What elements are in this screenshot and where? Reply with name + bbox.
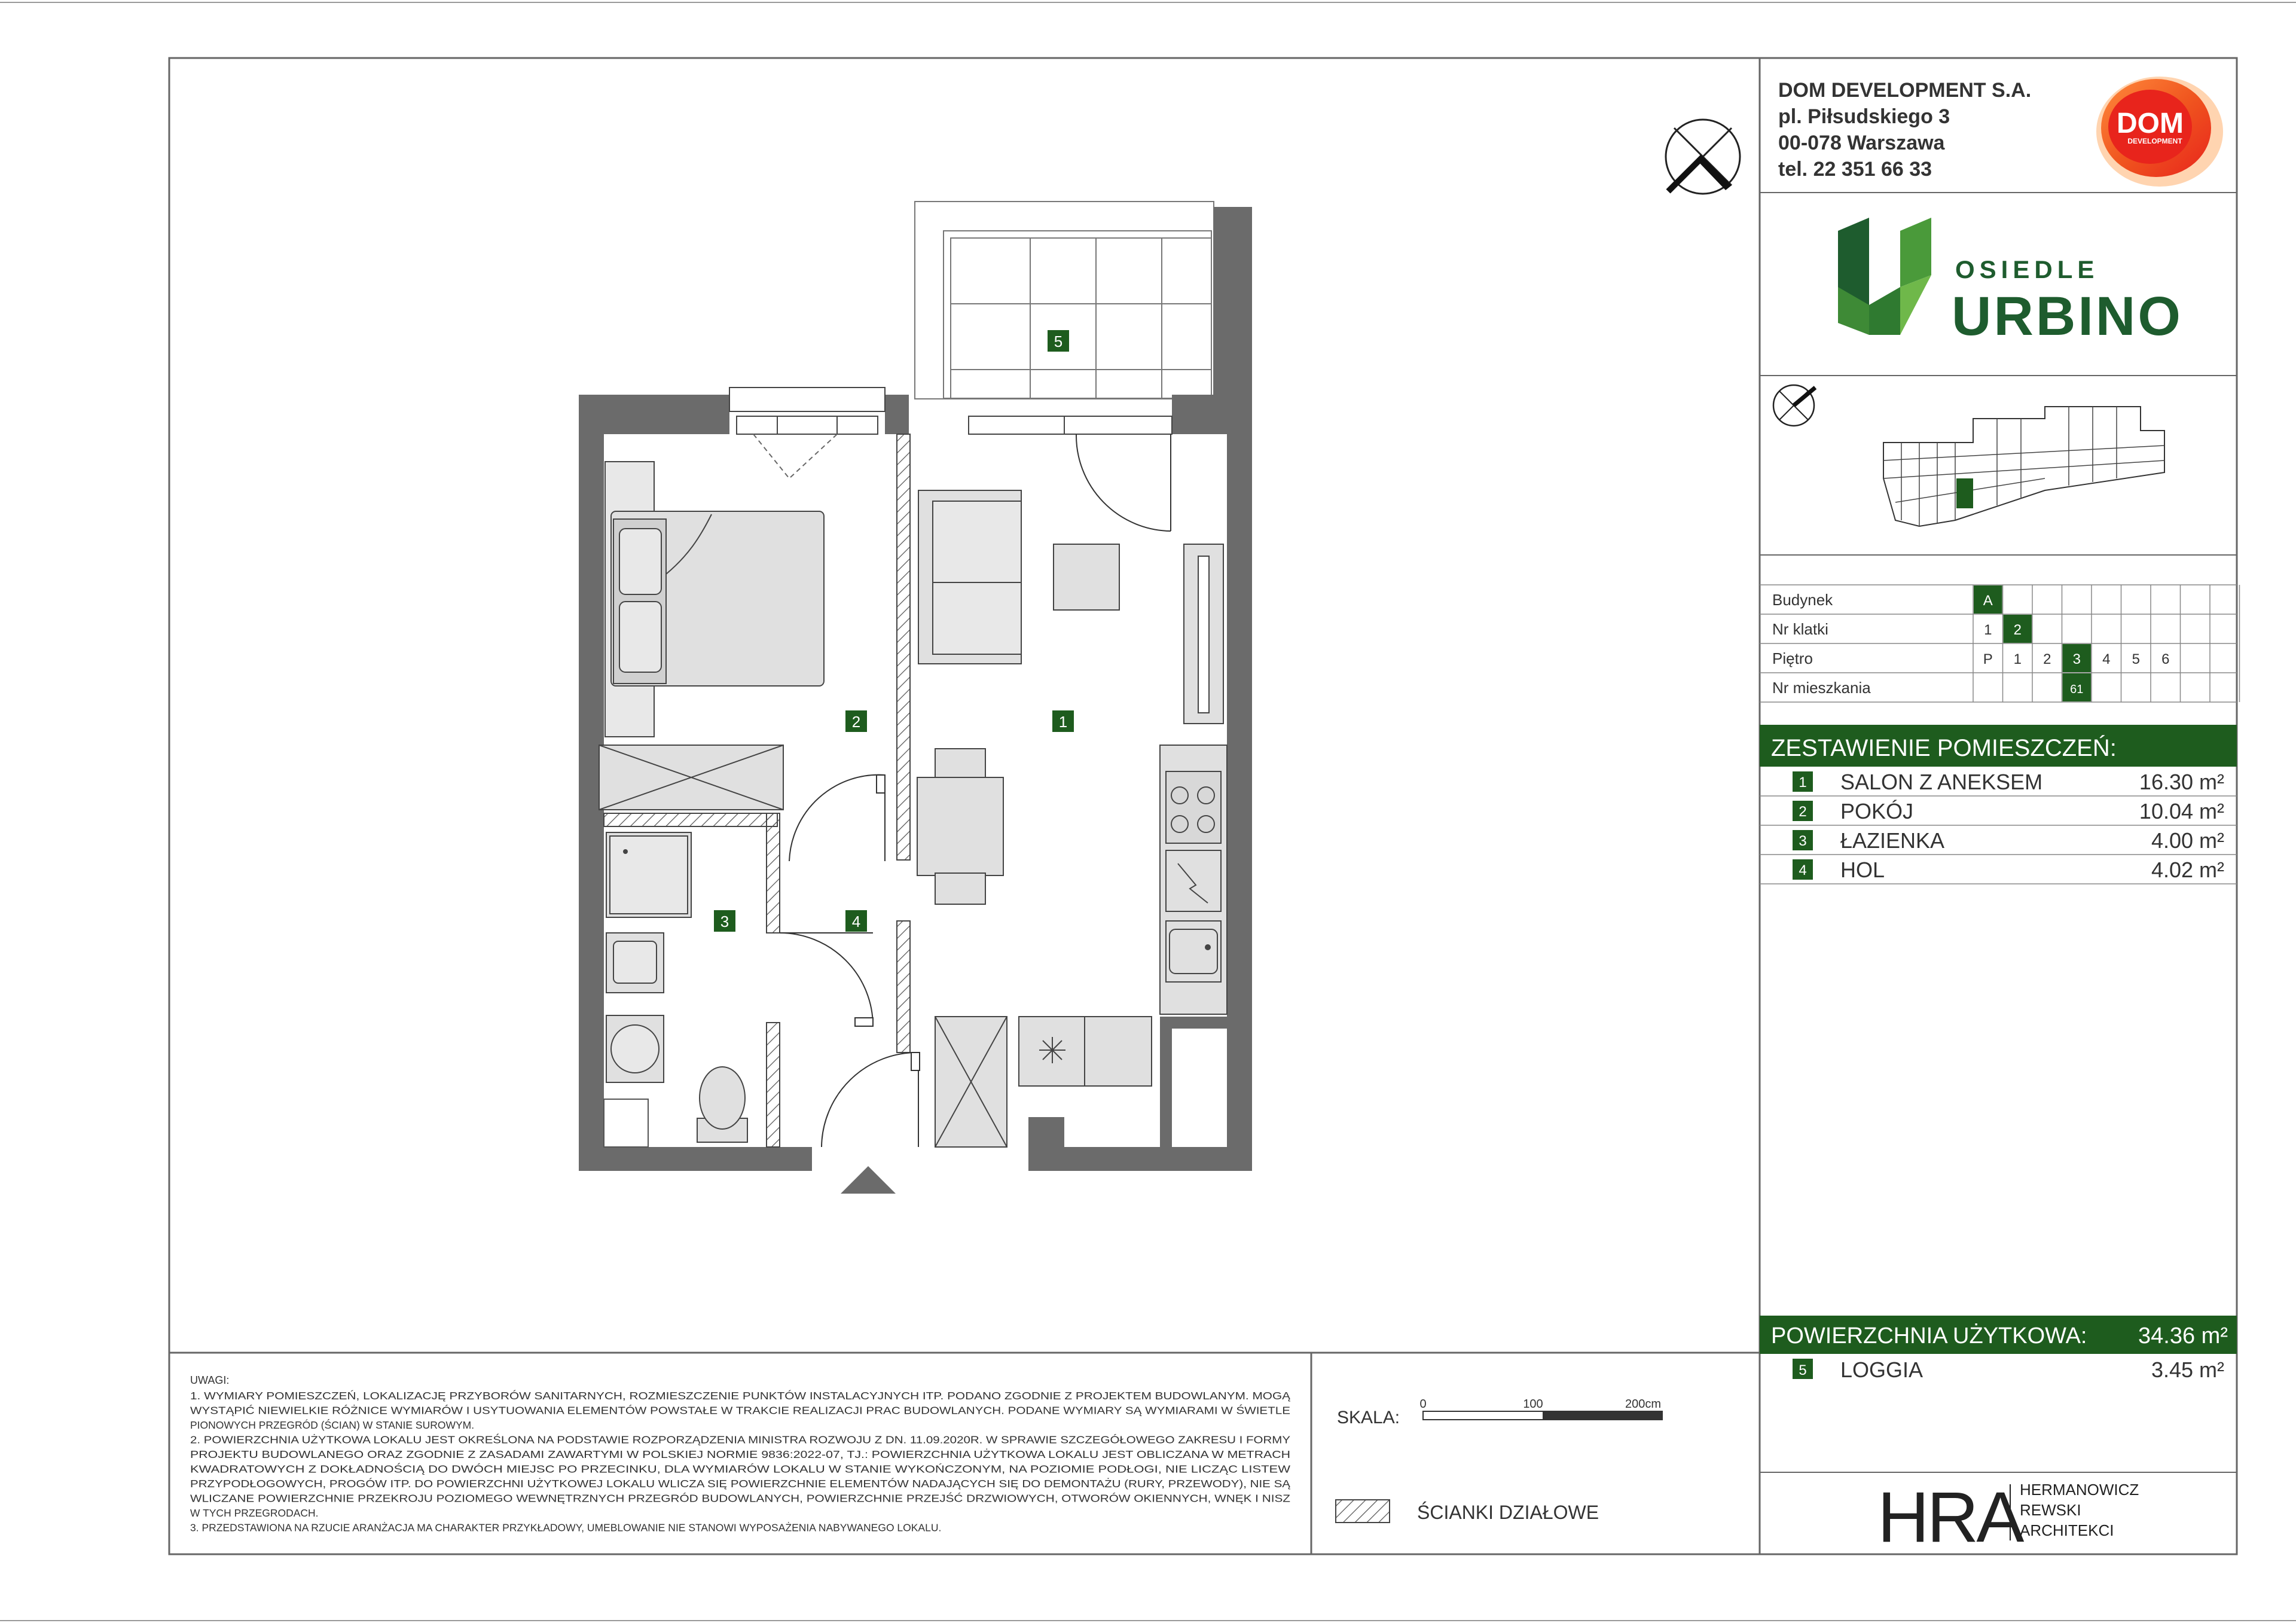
note-line: PIONOWYCH PRZEGRÓD (ŚCIAN) W STANIE SUROWYM. (190, 1419, 475, 1431)
room-tag-2: 2 (851, 713, 861, 731)
bedroom-door (789, 775, 885, 861)
apartment-marker (1956, 478, 1973, 508)
key-plan-compass-icon (1773, 385, 1815, 426)
usable-area-value: 34.36 m² (2138, 1323, 2228, 1349)
rooms-header: ZESTAWIENIE POMIESZCZEŃ: (1771, 735, 2117, 761)
room-area: 4.00 m² (2151, 828, 2224, 853)
key-plan (1773, 385, 2164, 526)
note-line: PROJEKTU BUDOWLANEGO ORAZ ZGODNIE Z ZASADAMI ZAWARTYMI W POLSKIEJ NORMIE 9836:2022-07, TJ.: POWIERZCHNIA UŻYTKOWA LOKALU JEST OBLICZANA W METRACH (190, 1448, 1290, 1460)
location-cell: 6 (2161, 651, 2170, 667)
scale-bar (1337, 1398, 1662, 1427)
notes-title: UWAGI: (190, 1374, 230, 1386)
dom-logo-text: DOM (2117, 108, 2184, 139)
note-line: WYSTĄPIĆ NIEWIELKIE RÓŻNICE WYMIARÓW I USYTUOWANIA ELEMENTÓW POWSTAŁE W TRAKCIE REALIZACJI PRAC BUDOWLANYCH. PODANE WYMIARY SĄ WYMIARAMI W ŚWIETLE (190, 1404, 1124, 1417)
estate-line1: OSIEDLE (1955, 255, 2099, 283)
loggia-tag: 5 (1799, 1362, 1807, 1378)
room-number: 3 (1799, 833, 1807, 849)
architect-line1: HERMANOWICZ (2020, 1481, 2139, 1499)
company-info (1778, 79, 2031, 181)
room-name: ŁAZIENKA (1840, 828, 1945, 853)
room-tag-3: 3 (720, 913, 729, 931)
location-cell: 2 (2043, 651, 2051, 667)
loggia-name: LOGGIA (1840, 1357, 1923, 1382)
usable-area-label: POWIERZCHNIA UŻYTKOWA: (1771, 1323, 2087, 1349)
company-name: DOM DEVELOPMENT S.A. (1778, 79, 2032, 102)
location-cell: 3 (2072, 651, 2081, 667)
location-cell: 4 (2102, 651, 2111, 667)
location-cell: 5 (2132, 651, 2140, 667)
room-name: HOL (1840, 858, 1885, 882)
note-line: KWADRATOWYCH Z DOKŁADNOŚCIĄ DO DWÓCH MIEJSC PO PRZECINKU, DLA WYMIARÓW LOKALU W STANIE WYKOŃCZONYM, NA POZIOMIE PODŁOGI, NIE LICZĄC LISTEW (190, 1463, 1065, 1475)
company-city: 00-078 Warszawa (1778, 132, 1945, 154)
location-cell: P (1983, 651, 1993, 667)
note-line: W TYCH PRZEGRODACH. (190, 1507, 319, 1519)
floor-plan (579, 120, 1740, 1194)
entrance-door (822, 1052, 920, 1147)
room-number: 4 (1799, 862, 1807, 878)
location-cell: A (1983, 593, 1993, 609)
room-number: 2 (1799, 804, 1807, 820)
room-area: 16.30 m² (2139, 770, 2224, 794)
legend (1336, 1500, 1599, 1523)
bathroom-door (780, 933, 873, 1026)
note-line: 3. PRZEDSTAWIONA NA RZUCIE ARANŻACJA MA CHARAKTER PRZYKŁADOWY, UMEBLOWANIE NIE STANOWI WYPOSAŻENIA NABYWANEGO LOKALU. (190, 1521, 942, 1534)
note-line: WLICZANE POWIERZCHNIE PRZEKROJU POZIOMEGO WEWNĘTRZNYCH PRZEGRÓD BUDOWLANYCH, POWIERZCHNIE PRZEJŚĆ DRZWIOWYCH, OTWORÓW OKIENNYCH, WNĘK I NISZ (190, 1492, 1118, 1505)
scale-tick-0: 0 (1419, 1398, 1427, 1411)
architect-line2: REWSKI (2020, 1501, 2081, 1519)
location-row-label: Nr mieszkania (1772, 679, 1871, 697)
dom-logo-subtext: DEVELOPMENT (2127, 137, 2182, 145)
partition-legend-swatch (1336, 1500, 1390, 1523)
legend-label: ŚCIANKI DZIAŁOWE (1417, 1502, 1599, 1523)
hra-architect-logo (1877, 1477, 2139, 1557)
osiedle-urbino-logo (1838, 218, 2183, 347)
location-cell: 61 (2070, 683, 2084, 696)
company-phone: tel. 22 351 66 33 (1778, 158, 1932, 181)
room-tag-4: 4 (851, 913, 861, 931)
location-cell: 1 (1984, 622, 1992, 638)
architect-mark: HRA (1877, 1477, 2022, 1557)
scale-label: SKALA: (1337, 1408, 1400, 1427)
room-number: 1 (1799, 774, 1807, 791)
scale-tick-200: 200cm (1625, 1398, 1662, 1411)
note-line: PRZYPODŁOGOWYCH, PROGÓW ITP. DO POWIERZCHNI UŻYTKOWEJ LOKALU WLICZA SIĘ POWIERZCHNIE ELEMENTÓW NADAJĄCYCH SIĘ DO DEMONTAŻU (RURY, PRZEWODY), NIE SĄ (190, 1478, 1128, 1490)
loggia-door (1076, 434, 1171, 531)
room-name: POKÓJ (1840, 799, 1914, 823)
location-row-label: Nr klatki (1772, 620, 1828, 638)
room-name: SALON Z ANEKSEM (1840, 770, 2043, 794)
room-tag-1: 1 (1058, 713, 1068, 731)
dom-development-logo (2096, 77, 2223, 187)
room-tag-5: 5 (1054, 332, 1063, 350)
room-area: 4.02 m² (2151, 858, 2224, 882)
location-cell: 1 (2013, 651, 2022, 667)
location-table (1760, 585, 2240, 702)
location-row-label: Piętro (1772, 649, 1813, 667)
loggia-area: 3.45 m² (2151, 1357, 2224, 1382)
location-cell: 2 (2013, 622, 2022, 638)
north-compass-icon (1666, 120, 1740, 194)
company-street: pl. Piłsudskiego 3 (1778, 105, 1950, 128)
room-area: 10.04 m² (2139, 799, 2224, 823)
estate-line2: URBINO (1952, 286, 2183, 347)
rooms-list (1760, 770, 2237, 884)
location-row-label: Budynek (1772, 591, 1833, 609)
entrance-arrow-icon (841, 1166, 896, 1194)
notes-block (190, 1374, 1291, 1534)
architect-line3: ARCHITEKCI (2020, 1521, 2114, 1539)
scale-tick-100: 100 (1523, 1398, 1543, 1411)
note-line: 1. WYMIARY POMIESZCZEŃ, LOKALIZACJĘ PRZYBORÓW SANITARNYCH, ROZMIESZCZENIE PUNKTÓW INSTALACYJNYCH ITP. PODANO ZGODNIE Z PROJEKTEM BUDOWLANYM. MOGĄ (190, 1390, 1117, 1402)
note-line: 2. POWIERZCHNIA UŻYTKOWA LOKALU JEST OKREŚLONA NA PODSTAWIE ROZPORZĄDZENIA MINISTRA ROZWOJU Z DN. 11.09.2020R. W SPRAWIE SZCZEGÓŁOWEGO ZAKRESU I FORMY (190, 1433, 1131, 1446)
